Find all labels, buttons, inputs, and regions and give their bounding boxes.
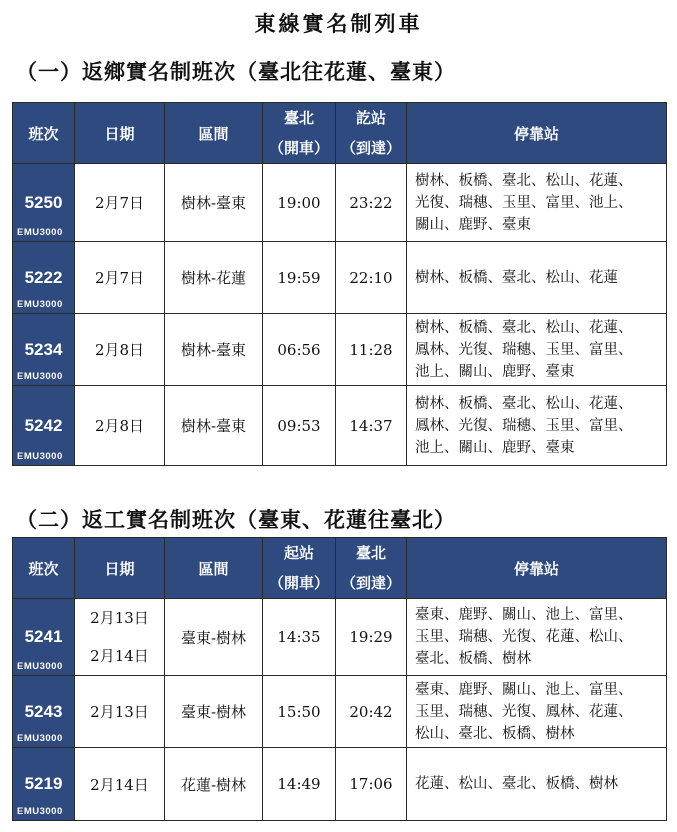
stops-line: 光復、瑞穗、玉里、富里、池上、 (415, 194, 633, 211)
train-cell (13, 599, 75, 676)
date-cell: 2月13日 (75, 676, 165, 748)
table-row (13, 386, 667, 466)
arrival-time: 17:06 (336, 748, 407, 821)
segment-cell: 樹林-臺東 (165, 386, 263, 466)
schedule-table-return-work (12, 537, 667, 821)
arrival-time: 19:29 (336, 599, 407, 676)
stops-line: 花蓮、松山、臺北、板橋、樹林 (415, 776, 618, 792)
train-number: 5250 (24, 192, 63, 212)
segment-cell: 樹林-花蓮 (165, 242, 263, 314)
date-cell: 2月7日 (75, 242, 165, 314)
train-type: EMU3000 (17, 733, 63, 744)
col-header-departure-note: （開車） (268, 139, 329, 157)
train-number: 5219 (24, 774, 63, 793)
segment-cell: 臺東-樹林 (165, 599, 263, 676)
stops-cell (407, 676, 667, 748)
arrival-time: 20:42 (336, 676, 407, 748)
stops-cell (407, 748, 667, 821)
col-header-train: 班次 (13, 538, 75, 599)
col-header-train: 班次 (13, 103, 75, 164)
date-cell: 2月8日 (75, 386, 165, 466)
stops-line: 玉里、瑞穗、光復、鳳林、花蓮、 (415, 703, 633, 720)
stops-line: 池上、關山、鹿野、臺東 (415, 363, 575, 380)
col-header-departure-note: （開車） (268, 574, 329, 592)
train-number: 5222 (24, 267, 63, 287)
col-header-date: 日期 (75, 538, 165, 599)
stops-line: 關山、鹿野、臺東 (415, 216, 531, 233)
date-line: 2月13日 (90, 609, 149, 627)
train-type: EMU3000 (17, 299, 63, 310)
col-header-stops: 停靠站 (407, 103, 667, 164)
departure-time: 09:53 (263, 386, 336, 466)
col-header-departure-city: 起站 (283, 544, 314, 562)
table-row (13, 748, 667, 821)
col-header-arrival-note: （到達） (340, 574, 401, 592)
departure-time: 14:35 (263, 599, 336, 676)
train-type: EMU3000 (17, 661, 63, 672)
stops-cell (407, 599, 667, 676)
col-header-arrival (336, 103, 407, 164)
stops-cell (407, 164, 667, 242)
col-header-departure-city: 臺北 (283, 109, 314, 127)
stops-cell (407, 242, 667, 314)
stops-line: 臺東、鹿野、關山、池上、富里、 (415, 607, 633, 623)
col-header-departure (263, 538, 336, 599)
table-row (13, 676, 667, 748)
table-row (13, 164, 667, 242)
train-number: 5243 (24, 701, 63, 721)
col-header-arrival-note: （到達） (340, 139, 401, 157)
stops-line: 樹林、板橋、臺北、松山、花蓮、 (415, 319, 633, 336)
stops-line: 玉里、瑞穗、光復、花蓮、松山、 (415, 629, 633, 645)
date-cell: 2月14日 (75, 748, 165, 821)
date-cell (75, 599, 165, 676)
departure-time: 19:59 (263, 242, 336, 314)
stops-line: 松山、臺北、板橋、樹林 (415, 725, 575, 742)
arrival-time: 14:37 (336, 386, 407, 466)
stops-line: 臺東、鹿野、關山、池上、富里、 (415, 681, 633, 698)
col-header-segment: 區間 (165, 103, 263, 164)
stops-line: 臺北、板橋、樹林 (415, 651, 531, 667)
train-cell (13, 314, 75, 386)
table-row (13, 242, 667, 314)
table-row (13, 599, 667, 676)
train-type: EMU3000 (17, 806, 63, 817)
train-cell (13, 748, 75, 821)
train-cell (13, 164, 75, 242)
departure-time: 19:00 (263, 164, 336, 242)
segment-cell: 花蓮-樹林 (165, 748, 263, 821)
train-number: 5241 (24, 627, 63, 646)
col-header-departure (263, 103, 336, 164)
section-heading-return-work: （二）返工實名制班次（臺東、花蓮往臺北） (16, 507, 456, 532)
train-type: EMU3000 (17, 451, 63, 462)
departure-time: 15:50 (263, 676, 336, 748)
stops-line: 樹林、板橋、臺北、松山、花蓮、 (415, 172, 633, 189)
col-header-stops: 停靠站 (407, 538, 667, 599)
segment-cell: 臺東-樹林 (165, 676, 263, 748)
departure-time: 06:56 (263, 314, 336, 386)
stops-cell (407, 386, 667, 466)
col-header-arrival-city: 訖站 (355, 109, 386, 127)
train-cell (13, 242, 75, 314)
col-header-date: 日期 (75, 103, 165, 164)
train-type: EMU3000 (17, 371, 63, 382)
train-cell (13, 676, 75, 748)
stops-line: 樹林、板橋、臺北、松山、花蓮 (415, 269, 618, 286)
train-type: EMU3000 (17, 227, 63, 238)
stops-line: 鳳林、光復、瑞穗、玉里、富里、 (415, 417, 633, 434)
segment-cell: 樹林-臺東 (165, 164, 263, 242)
train-number: 5234 (24, 339, 63, 359)
stops-line: 樹林、板橋、臺北、松山、花蓮、 (415, 395, 633, 412)
arrival-time: 23:22 (336, 164, 407, 242)
col-header-arrival-city: 臺北 (355, 544, 386, 562)
train-number: 5242 (24, 415, 63, 435)
departure-time: 14:49 (263, 748, 336, 821)
stops-cell (407, 314, 667, 386)
arrival-time: 11:28 (336, 314, 407, 386)
col-header-arrival (336, 538, 407, 599)
page-title: 東線實名制列車 (254, 11, 423, 36)
stops-line: 鳳林、光復、瑞穗、玉里、富里、 (415, 341, 633, 358)
col-header-segment: 區間 (165, 538, 263, 599)
date-line: 2月14日 (90, 647, 149, 665)
train-cell (13, 386, 75, 466)
date-cell: 2月8日 (75, 314, 165, 386)
arrival-time: 22:10 (336, 242, 407, 314)
stops-line: 池上、關山、鹿野、臺東 (415, 439, 575, 456)
segment-cell: 樹林-臺東 (165, 314, 263, 386)
section-heading-return-home: （一）返鄉實名制班次（臺北往花蓮、臺東） (16, 59, 456, 84)
schedule-table-return-home (12, 102, 667, 466)
table-row (13, 314, 667, 386)
date-cell: 2月7日 (75, 164, 165, 242)
